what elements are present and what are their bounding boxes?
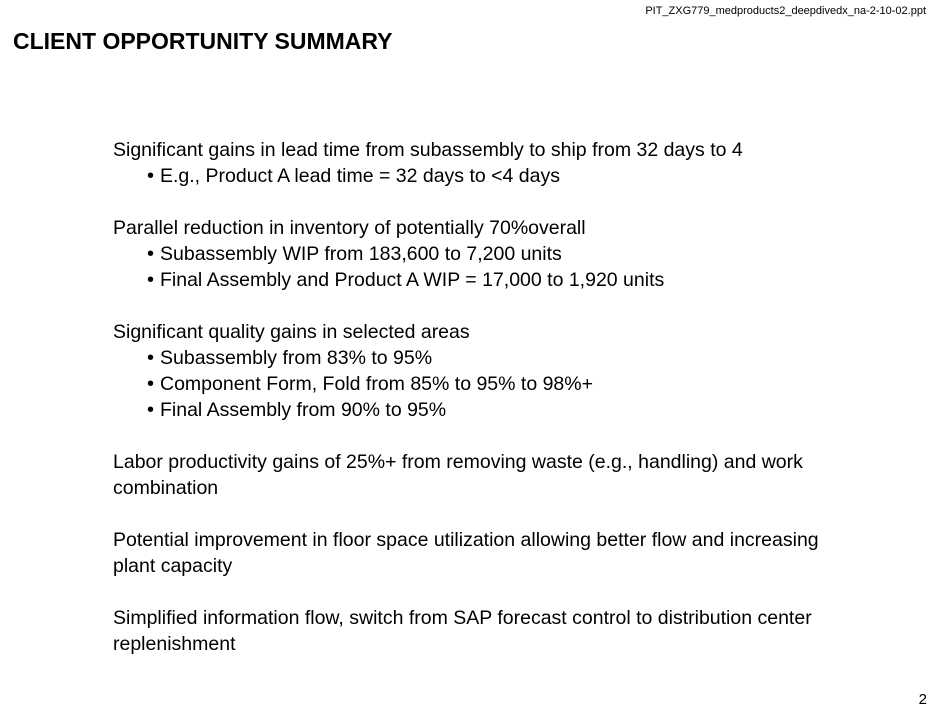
bullet-dot-icon: • (147, 373, 155, 395)
bullet-item (113, 345, 843, 371)
block-heading: Simplified information flow, switch from SAP forecast control to distribution center replenishment (113, 607, 812, 655)
summary-content (113, 137, 843, 657)
bullet-text: Final Assembly from 90% to 95% (160, 399, 447, 421)
block-heading: Labor productivity gains of 25%+ from removing waste (e.g., handling) and work combination (113, 451, 803, 499)
bullet-dot-icon: • (147, 269, 155, 291)
bullet-text: Subassembly from 83% to 95% (160, 347, 433, 369)
bullet-item (113, 267, 843, 293)
bullet-text: Component Form, Fold from 85% to 95% to 98%+ (160, 373, 593, 395)
file-name-label: PIT_ZXG779_medproducts2_deepdivedx_na-2-10-02.ppt (645, 5, 926, 17)
bullet-dot-icon: • (147, 399, 155, 421)
bullet-dot-icon: • (147, 243, 155, 265)
bullet-item (113, 371, 843, 397)
block-heading: Significant quality gains in selected areas (113, 321, 470, 343)
bullet-text: Subassembly WIP from 183,600 to 7,200 units (160, 243, 562, 265)
summary-block-floor-space (113, 527, 843, 579)
bullet-dot-icon: • (147, 165, 155, 187)
bullet-item (113, 397, 843, 423)
summary-block-lead-time (113, 137, 843, 189)
summary-block-quality (113, 319, 843, 423)
block-heading: Potential improvement in floor space utilization allowing better flow and increasing plant capacity (113, 529, 819, 577)
summary-block-inventory (113, 215, 843, 293)
bullet-item (113, 163, 843, 189)
block-heading: Parallel reduction in inventory of potentially 70%overall (113, 217, 586, 239)
block-heading: Significant gains in lead time from subassembly to ship from 32 days to 4 (113, 139, 743, 161)
bullet-item (113, 241, 843, 267)
bullet-text: E.g., Product A lead time = 32 days to <4 days (160, 165, 560, 187)
bullet-dot-icon: • (147, 347, 155, 369)
bullet-text: Final Assembly and Product A WIP = 17,000 to 1,920 units (160, 269, 665, 291)
summary-block-information-flow (113, 605, 843, 657)
page-number: 2 (918, 691, 927, 708)
summary-block-labor (113, 449, 843, 501)
slide-title: CLIENT OPPORTUNITY SUMMARY (13, 28, 393, 54)
